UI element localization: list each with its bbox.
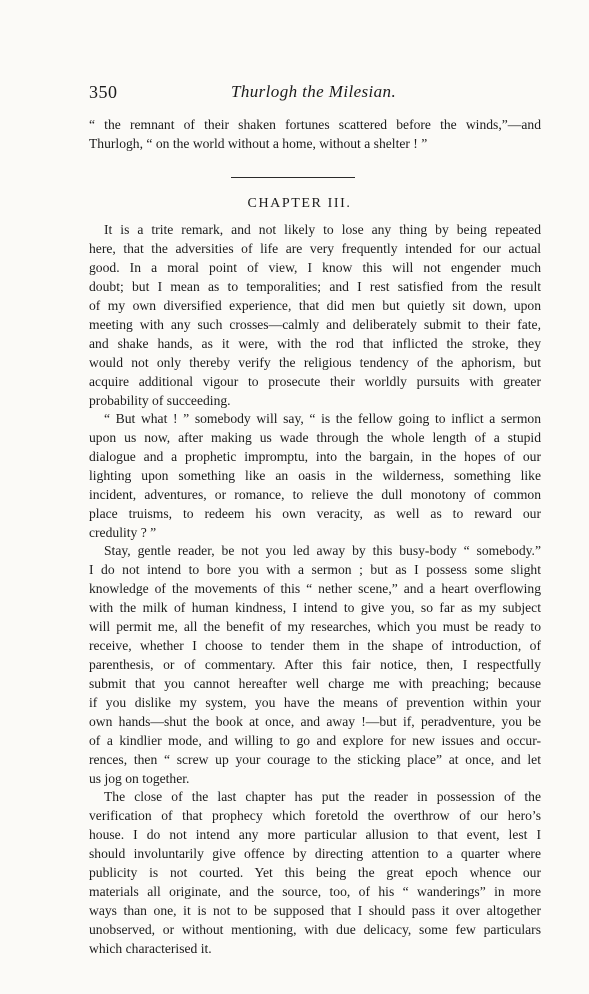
page-number: 350 [89, 82, 118, 102]
text-line: Thurlogh, “ on the world without a home, without a shelter ! ” [89, 136, 428, 151]
text-line: dialogue and a prophetic impromptu, into the bargain, in the hopes of our [89, 449, 541, 464]
text-line: “ the remnant of their shaken fortunes scattered before the winds,”—and [89, 117, 541, 132]
text-line: verification of that prophecy which foretold the overthrow of our hero’s [89, 808, 541, 823]
text-line: probability of succeeding. [89, 393, 231, 408]
text-line: doubt; but I mean as to temporalities; and I rest satisfied from the result [89, 279, 541, 294]
text-line: place truisms, to redeem his own veracity, as well as to reward our [89, 506, 541, 521]
text-line: Stay, gentle reader, be not you led away by this busy-body “ somebody.” [104, 543, 541, 558]
text-line: knowledge of the movements of this “ nether scene,” and a heart overflowing [89, 581, 541, 596]
text-line: submit that you cannot hereafter well charge me with preaching; because [89, 676, 541, 691]
text-line: upon us now, after making us wade through the whole length of a stupid [89, 430, 541, 445]
text-line: with the milk of human kindness, I intend to give you, so far as my subject [89, 600, 541, 615]
text-line: and shake hands, as it were, with the rod that inflicted the stroke, they [89, 336, 541, 351]
text-line: credulity ? ” [89, 525, 157, 540]
text-line: meeting with any such crosses—calmly and deliberately submit to their fate, [89, 317, 541, 332]
text-line: would not only thereby verify the religious tendency of the aphorism, but [89, 355, 541, 370]
text-line: It is a trite remark, and not likely to lose any thing by being repeated [104, 222, 541, 237]
text-line: “ But what ! ” somebody will say, “ is the fellow going to inflict a sermon [104, 411, 541, 426]
text-line: materials all originate, and the source, too, of his “ wanderings” in more [89, 884, 541, 899]
text-line: us jog on together. [89, 771, 190, 786]
text-line: should involuntarily give offence by directing attention to a quarter where [89, 846, 541, 861]
text-line: own hands—shut the book at once, and away !—but if, peradventure, you be [89, 714, 541, 729]
text-line: if you dislike my system, you have the means of prevention within your [89, 695, 541, 710]
text-line: rences, then “ screw up your courage to the sticking place” at once, and let [89, 752, 541, 767]
page-header [89, 82, 541, 106]
chapter-heading: CHAPTER III. [247, 196, 352, 211]
text-line: which characterised it. [89, 941, 212, 956]
text-line: house. I do not intend any more particular allusion to that event, lest I [89, 827, 541, 842]
text-line: good. In a moral point of view, I know this will not engender much [89, 260, 541, 275]
text-line: lighting upon something like an oasis in the wilderness, something like [89, 468, 541, 483]
text-line: unobserved, or without mentioning, with due delicacy, some few particulars [89, 922, 541, 937]
section-rule [231, 177, 355, 178]
text-line: I do not intend to bore you with a sermon ; but as I possess some slight [89, 562, 541, 577]
text-line: publicity is not courted. Yet this being the great epoch whence our [89, 865, 541, 880]
running-title: Thurlogh the Milesian. [231, 82, 397, 101]
text-line: here, that the adversities of life are very frequently intended for our actual [89, 241, 541, 256]
text-line: incident, adventures, or romance, to relieve the dull monotony of common [89, 487, 541, 502]
text-line: will permit me, all the benefit of my researches, which you must be ready to [89, 619, 541, 634]
text-line: of a kindlier mode, and willing to go and explore for new issues and occur- [89, 733, 541, 748]
text-line: parenthesis, or of commentary. After this fair notice, then, I respectfully [89, 657, 541, 672]
text-line: of my own diversified experience, that did men but quietly sit down, upon [89, 298, 541, 313]
text-line: ways than one, it is not to be supposed that I should pass it over altogether [89, 903, 541, 918]
text-line: receive, whether I choose to tender them in the shape of introduction, of [89, 638, 541, 653]
text-line: The close of the last chapter has put the reader in possession of the [104, 789, 541, 804]
text-line: acquire additional vigour to prosecute their worldly pursuits with greater [89, 374, 541, 389]
